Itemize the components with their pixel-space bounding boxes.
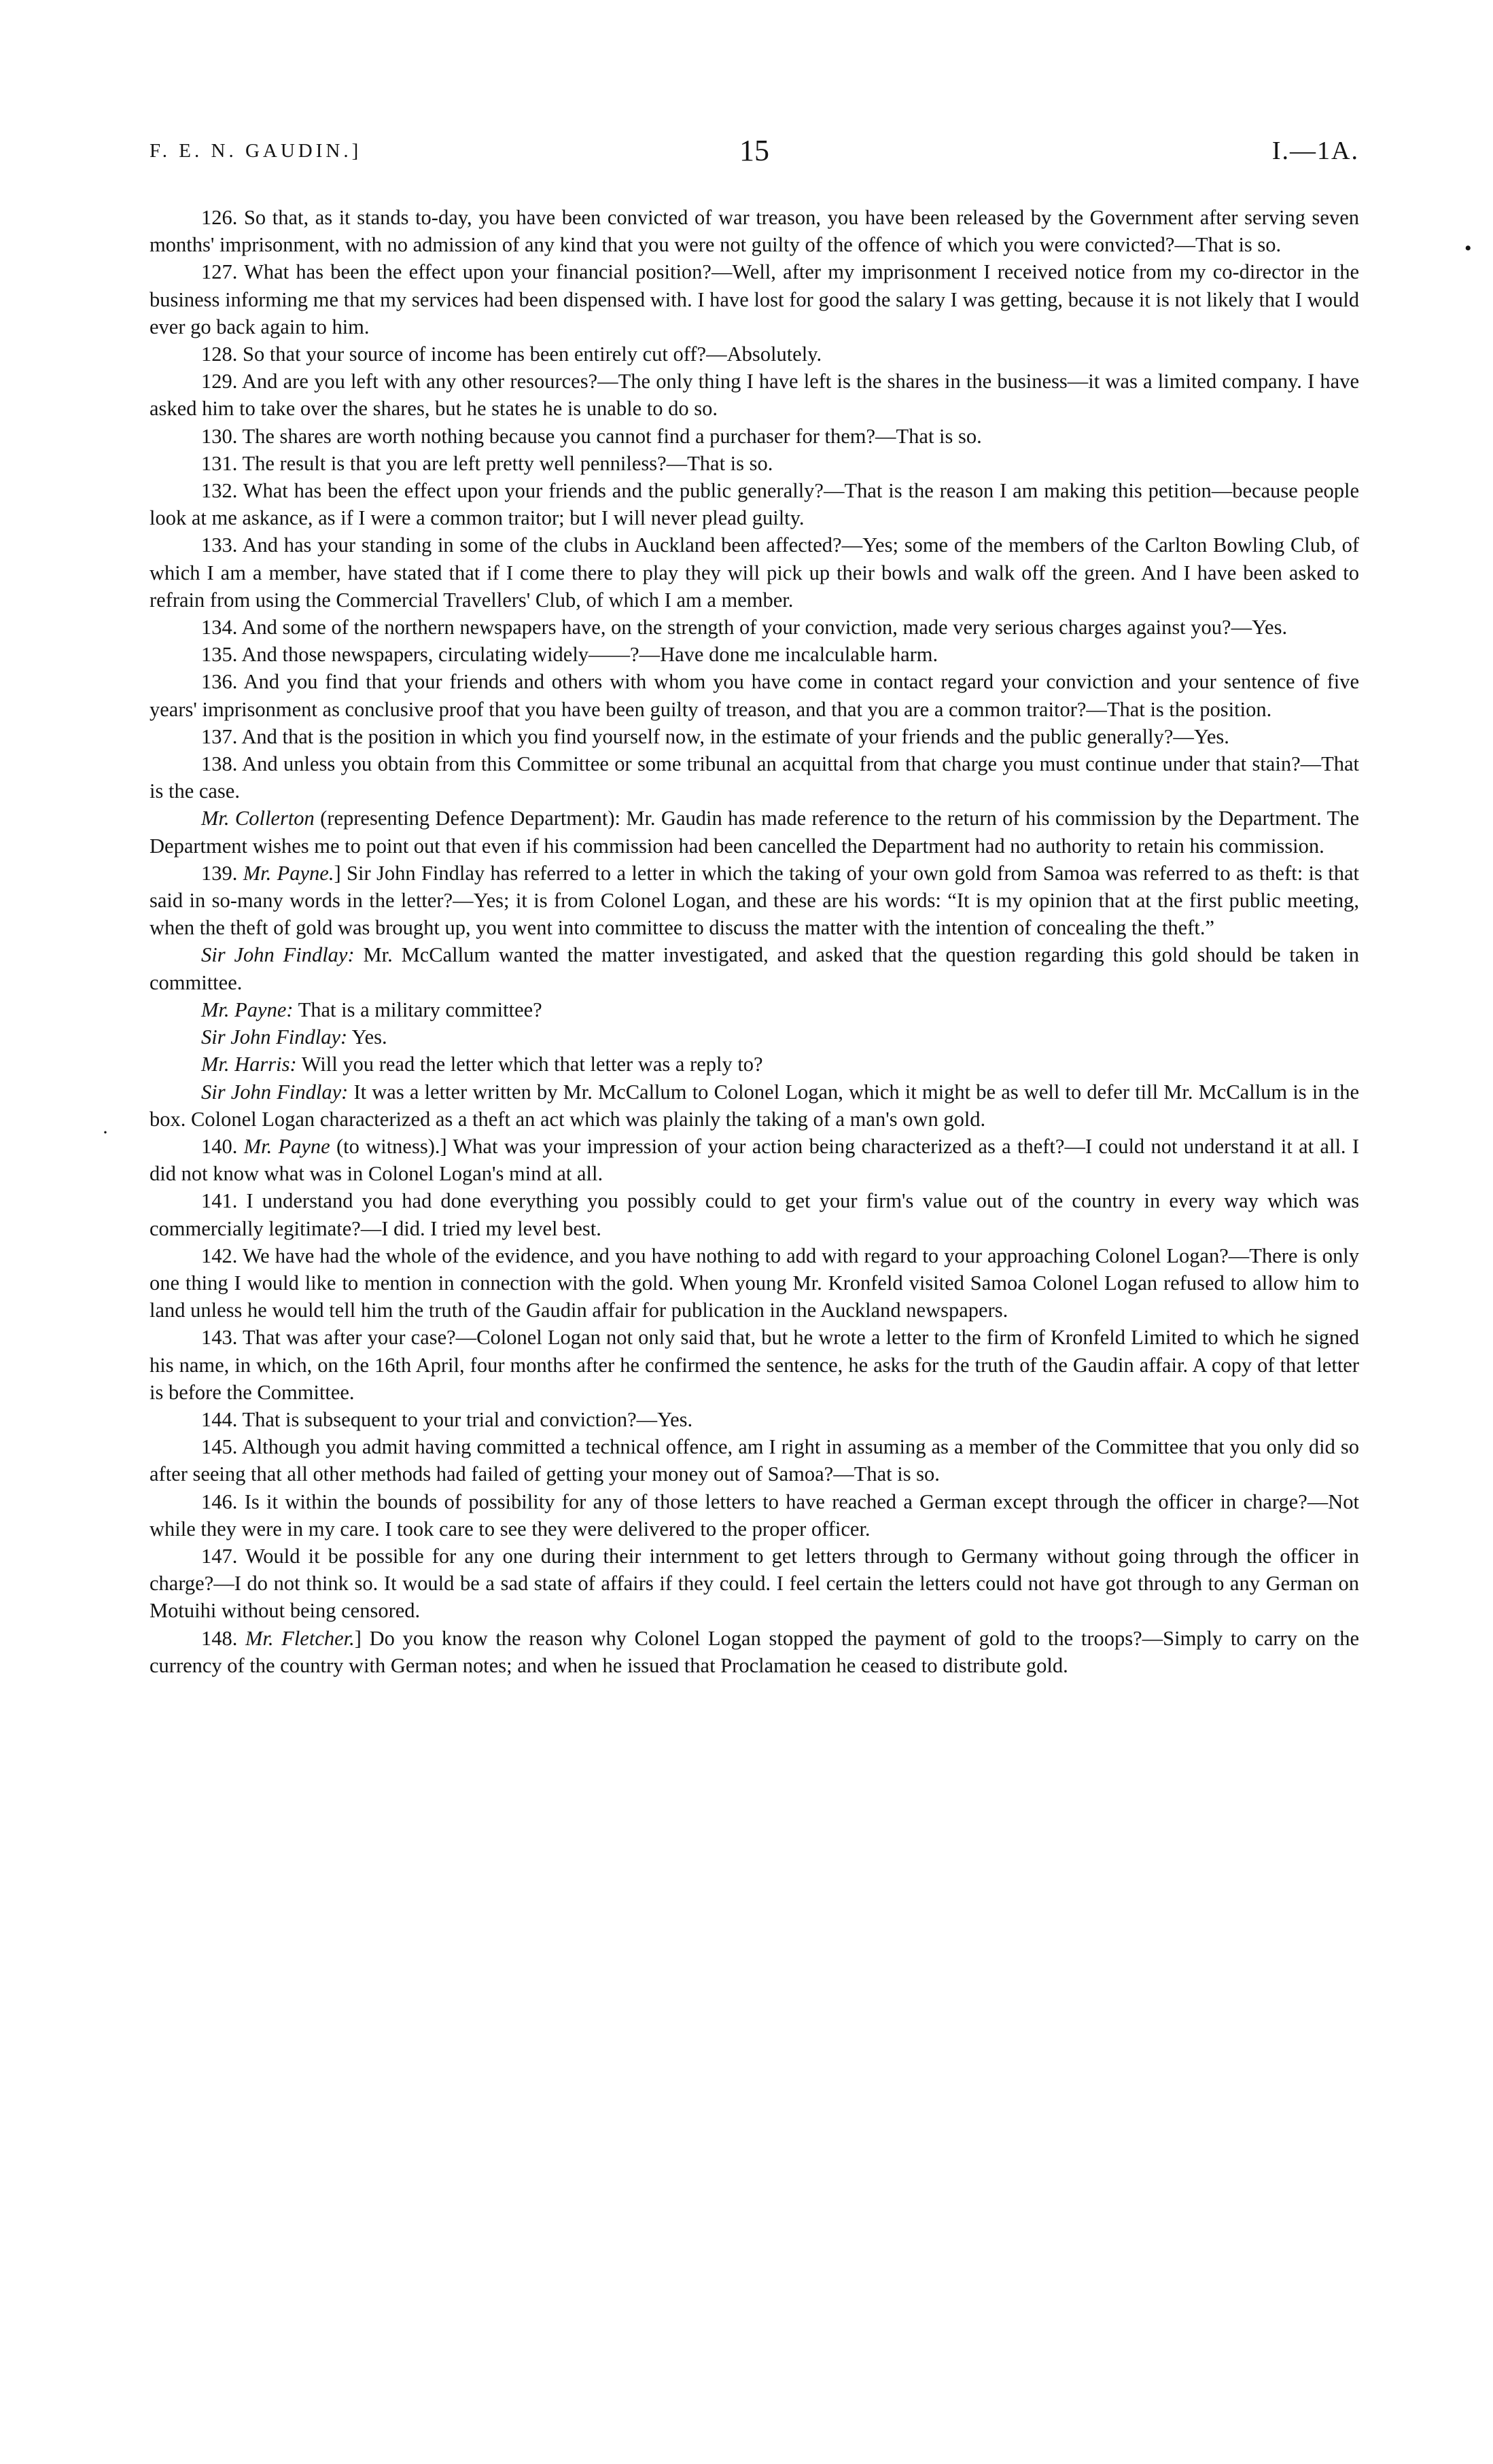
document-reference: I.—1A. — [1271, 137, 1359, 165]
paragraph: 141. I understand you had done everything you possibly could to get your firm's value out of the country in every way which was commercially legitimate?—I did. I tried my level best. — [150, 1189, 1359, 1240]
paragraph: 137. And that is the position in which you find yourself now, in the estimate of your friends and the public generally?—Yes. — [201, 724, 1229, 748]
speaker-name: Sir John Findlay: — [201, 1025, 348, 1049]
running-header — [150, 133, 1359, 181]
paragraph: 132. What has been the effect upon your friends and the public generally?—That is the reason I am making this petition—because people look at me askance, as if I were a common traitor; but I will never plead guilty. — [150, 479, 1359, 530]
speaker-name: Sir John Findlay: — [201, 943, 355, 967]
witness-name: F. E. N. GAUDIN.] — [150, 140, 362, 162]
paragraph: 133. And has your standing in some of the clubs in Auckland been affected?—Yes; some of the members of the Carlton Bowling Club, of which I am a member, have stated that if I come there to play they will pick up their bowls and walk off the green. And I have been asked to refrain from using the Commercial Travellers' Club, of which I am a member. — [150, 533, 1359, 612]
paragraph: 134. And some of the northern newspapers have, on the strength of your conviction, made very serious charges against you?—Yes. — [201, 616, 1288, 639]
speaker-name: Mr. Payne: — [201, 998, 294, 1021]
paragraph: 127. What has been the effect upon your financial position?—Well, after my imprisonment I received notice from my co-director in the business informing me that my services had been dispensed with. I have lost for good the salary I was getting, because it is not likely that I would ever go back again to him. — [150, 260, 1359, 338]
speaker-name: Mr. Payne. — [243, 861, 334, 885]
page-number: 15 — [739, 134, 769, 167]
speaker-name: Mr. Fletcher. — [245, 1626, 355, 1650]
paragraph: 129. And are you left with any other resources?—The only thing I have left is the shares in the business—it was a limited company. I have asked him to take over the shares, but he states he is unable to do so. — [150, 370, 1359, 421]
paragraph: 146. Is it within the bounds of possibility for any of those letters to have reached a German except through the officer in charge?—Not while they were in my care. I took care to see they were delivered to the proper officer. — [150, 1490, 1359, 1541]
paragraph: Mr. Collerton (representing Defence Department): Mr. Gaudin has made reference to the return of his commission by the Department. The Department wishes me to point out that even if his commission had been cancelled the Department had no authority to retain his commission. — [150, 807, 1359, 858]
paragraph: 131. The result is that you are left pretty well penniless?—That is so. — [201, 451, 773, 475]
paragraph: Sir John Findlay: It was a letter written by Mr. McCallum to Colonel Logan, which it might be as well to defer till Mr. McCallum is in the box. Colonel Logan characterized as a theft an act which was plainly the taking of a man's own gold. — [150, 1080, 1360, 1131]
paragraph: Sir John Findlay: Mr. McCallum wanted the matter investigated, and asked that the question regarding this gold should be taken in committee. — [150, 943, 1360, 994]
paragraph: 130. The shares are worth nothing because you cannot find a purchaser for them?—That is so. — [201, 424, 982, 448]
paragraph: Mr. Payne: That is a military committee? — [201, 998, 542, 1021]
paragraph: 143. That was after your case?—Colonel Logan not only said that, but he wrote a letter to the firm of Kronfeld Limited to which he signed his name, in which, on the 16th April, four months after he confirmed the sentence, he asks for the truth of the Gaudin affair. A copy of that letter is before the Committee. — [150, 1326, 1359, 1404]
paragraph: 128. So that your source of income has been entirely cut off?—Absolutely. — [201, 342, 822, 366]
paragraph: 142. We have had the whole of the evidence, and you have nothing to add with regard to your approaching Colonel Logan?—There is only one thing I would like to mention in connection with the gold. When young Mr. Kronfeld visited Samoa Colonel Logan refused to allow him to land unless he would tell him the truth of the Gaudin affair for publication in the Auckland newspapers. — [150, 1244, 1359, 1322]
paragraph: 135. And those newspapers, circulating widely——?—Have done me incalculable harm. — [201, 643, 938, 667]
paragraph: 148. Mr. Fletcher.] Do you know the reason why Colonel Logan stopped the payment of gold to the troops?—Simply to carry on the currency of the country with German notes; and when he issued that Proclamation he ceased to distribute gold. — [150, 1626, 1360, 1677]
speaker-name: Mr. Collerton — [201, 807, 315, 830]
margin-dot: · — [102, 1121, 109, 1144]
paragraph: 147. Would it be possible for any one during their internment to get letters through to Germany without going through the officer in charge?—I do not think so. It would be a sad state of affairs if they could. I feel certain the letters could not have got through to any German on Motuihi without being censored. — [150, 1544, 1359, 1623]
transcript-body — [150, 204, 1359, 1679]
paragraph: 136. And you find that your friends and others with whom you have come in contact regard your conviction and your sentence of five years' imprisonment as conclusive proof that you have been guilty of treason, and that you are a common traitor?—That is the position. — [150, 670, 1359, 721]
paragraph: 144. That is subsequent to your trial and conviction?—Yes. — [201, 1407, 693, 1431]
speaker-name: Mr. Payne — [243, 1134, 330, 1158]
margin-dot: • — [1464, 237, 1472, 260]
paragraph: 140. Mr. Payne (to witness).] What was your impression of your action being characterized as a theft?—I could not understand it at all. I did not know what was in Colonel Logan's mind at all. — [150, 1134, 1359, 1186]
paragraph: 138. And unless you obtain from this Committee or some tribunal an acquittal from that charge you must continue under that stain?—That is the case. — [150, 752, 1359, 803]
paragraph: Sir John Findlay: Yes. — [201, 1025, 387, 1049]
paragraph: 145. Although you admit having committed a technical offence, am I right in assuming as a member of the Committee that you only did so after seeing that all other methods had failed of getting your money out of Samoa?—That is so. — [150, 1435, 1359, 1486]
speaker-name: Sir John Findlay: — [201, 1080, 349, 1104]
paragraph: 126. So that, as it stands to-day, you have been convicted of war treason, you have been released by the Government after serving seven months' imprisonment, with no admission of any kind that you were not guilty of the offence of which you were convicted?—That is so. — [150, 206, 1359, 257]
speaker-name: Mr. Harris: — [201, 1053, 297, 1076]
paragraph: 139. Mr. Payne.] Sir John Findlay has referred to a letter in which the taking of your own gold from Samoa was referred to as theft: is that said in so-many words in the letter?—Yes; it is from Colonel Logan, and these are his words: “It is my opinion that at the first public meeting, when the theft of gold was brought up, you went into committee to discuss the matter with the intention of concealing the theft.” — [150, 861, 1360, 940]
paragraph: Mr. Harris: Will you read the letter which that letter was a reply to? — [201, 1053, 763, 1076]
